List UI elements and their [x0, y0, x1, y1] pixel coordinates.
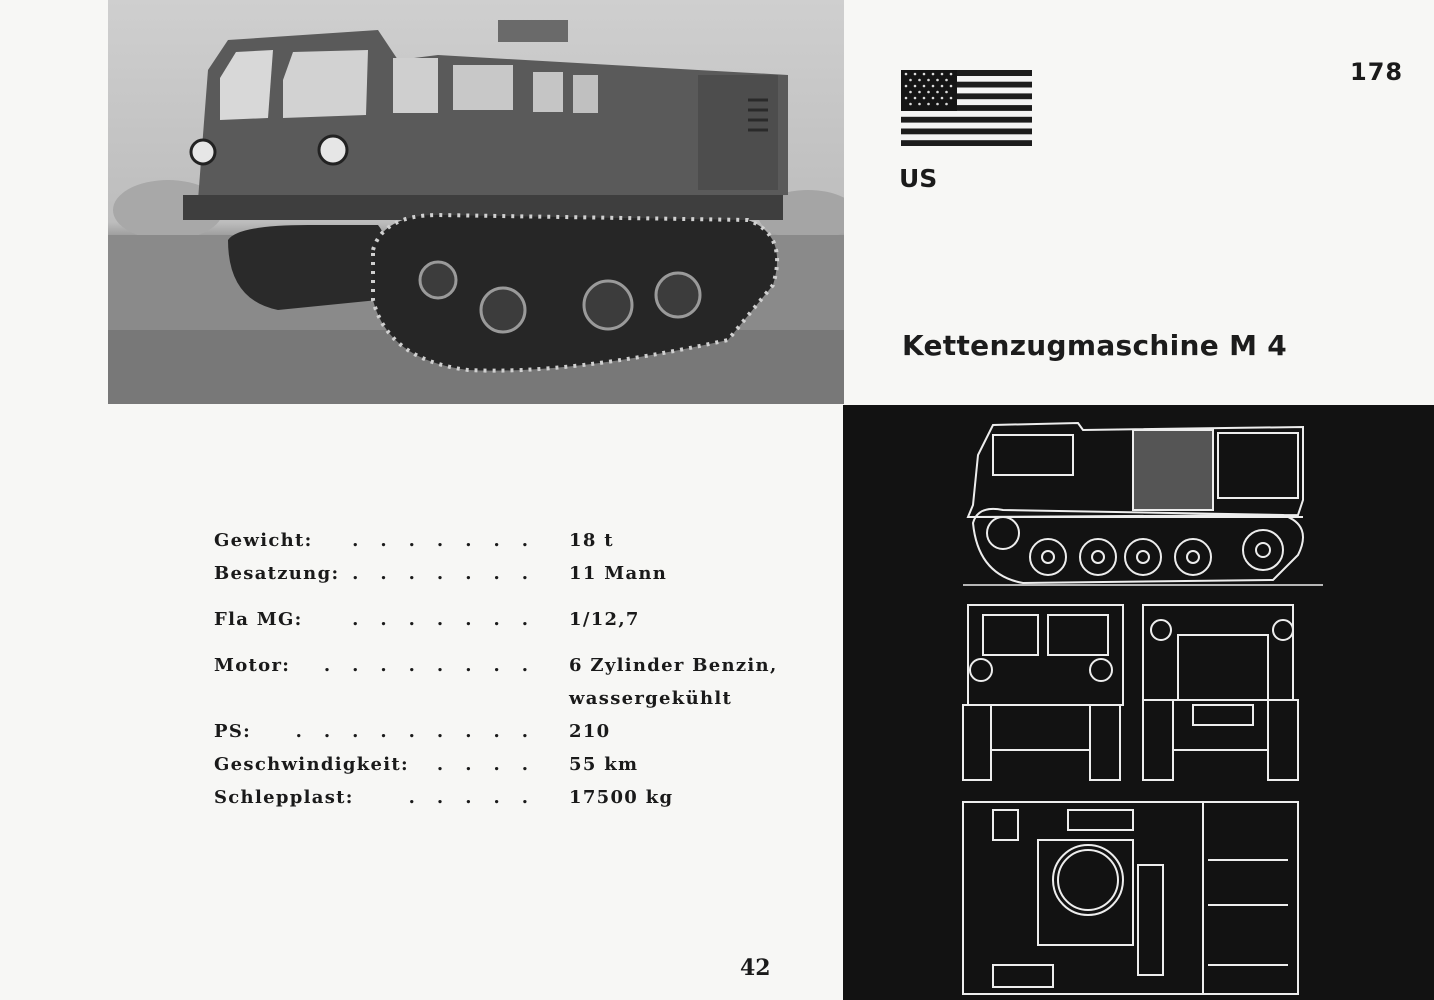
rear-view-drawing: [1143, 605, 1298, 780]
front-view-drawing: [963, 605, 1123, 780]
leader-dots: .....: [408, 787, 550, 808]
spec-label: Motor:: [214, 655, 291, 676]
spec-row-aa-mg: [214, 609, 774, 639]
spec-row-crew: [214, 563, 774, 593]
spec-row-engine: [214, 655, 778, 721]
spec-value: 55 km: [569, 754, 639, 775]
spec-row-tow-load: [214, 787, 774, 817]
side-view-drawing: [963, 423, 1323, 585]
spec-label: Schlepplast:: [214, 787, 354, 808]
leader-dots: .......: [352, 530, 550, 551]
vehicle-photo: [108, 0, 844, 404]
spec-row-speed: [214, 754, 774, 784]
country-code: US: [899, 164, 938, 193]
spec-label: Fla MG:: [214, 609, 303, 630]
spec-row-hp: [214, 721, 774, 751]
spec-value-continued: wassergekühlt: [569, 688, 733, 709]
leader-dots: ....: [436, 754, 550, 775]
tractor-photo-illustration: [108, 0, 844, 404]
blueprint-panel: [843, 405, 1434, 1000]
page-title: Kettenzugmaschine M 4: [902, 329, 1288, 362]
page-number-top: 178: [1350, 58, 1404, 86]
spec-label: Geschwindigkeit:: [214, 754, 409, 775]
spec-value: 17500 kg: [569, 787, 674, 808]
top-view-drawing: [963, 802, 1298, 994]
spec-label: Besatzung:: [214, 563, 340, 584]
us-flag-icon: [901, 70, 1032, 146]
spec-value: 210: [569, 721, 611, 742]
blueprint-drawings: [843, 405, 1434, 1000]
spec-label: Gewicht:: [214, 530, 313, 551]
leader-dots: .......: [352, 609, 550, 630]
spec-value: 11 Mann: [569, 563, 668, 584]
leader-dots: .........: [295, 721, 550, 742]
spec-value: 18 t: [569, 530, 614, 551]
leader-dots: ........: [323, 655, 550, 676]
spec-row-weight: [214, 530, 774, 560]
spec-value: 1/12,7: [569, 609, 640, 630]
leader-dots: .......: [352, 563, 550, 584]
page-number-bottom: 42: [740, 955, 771, 981]
spec-label: PS:: [214, 721, 252, 742]
spec-value: 6 Zylinder Benzin,: [569, 655, 778, 676]
